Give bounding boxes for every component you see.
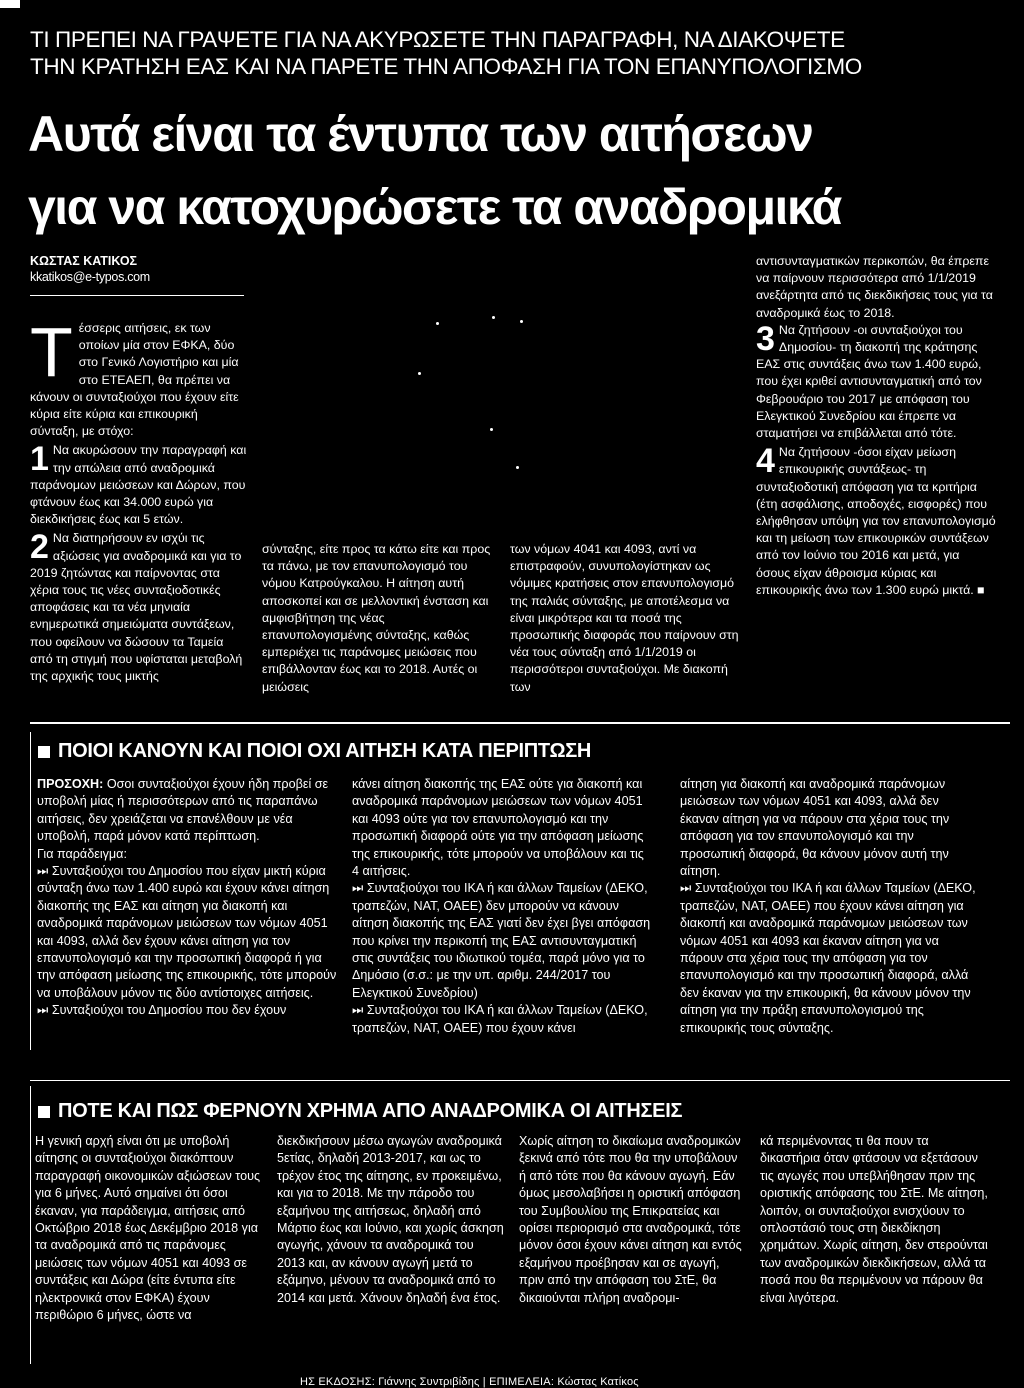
item-number-3: 3 [756,319,775,358]
box-heading-cases [38,740,591,762]
note-paragraph [37,776,337,846]
intro-paragraph [30,313,248,440]
photo-speck [490,428,493,431]
article-column-1 [30,313,248,685]
headline-line-1: Αυτά είναι τα έντυπα των αιτήσεων [28,106,813,162]
box1-column-1 [37,776,337,1020]
headline-line-2: για να κατοχυρώσετε τα αναδρομικά [28,179,841,235]
box2-column-2: διεκδικήσουν μέσω αγωγών αναδρομικά 5ετίας, δηλαδή 2013-2017, και ως το τρέχον έτος της αίτησης, εν προκειμένω, και για το 2018. Με την πάροδο του εξαμήνου της αιτήσεως, δηλαδή από Μάρτιο έως και Ιούνιο, και χωρίς άσκηση αγωγής, χάνουν τα αναδρομικά του 2013 και, αν κάνουν αγωγή μετά το εξάμηνο, μένουν τα αναδρομικά από το 2014 και μετά. Χάνουν δηλαδή ένα έτος. [277,1134,504,1305]
page-footer-credits: ΗΣ ΕΚΔΟΣΗΣ: Γιάννης Συντριβίδης | ΕΠΙΜΕΛΕΙΑ: Κώστας Κατίκος [300,1376,639,1388]
list-item-1 [30,442,248,528]
box-heading-text: ΠΟΙΟΙ ΚΑΝΟΥΝ ΚΑΙ ΠΟΙΟΙ ΟΧΙ ΑΙΤΗΣΗ ΚΑΤΑ ΠΕΡΙΠΤΩΣΗ [58,740,592,762]
item-text-4: Να ζητήσουν -όσοι είχαν μείωση επικουρικής συντάξεως- τη συνταξιοδοτική απόφαση για τα κριτήρια (έτη ασφάλισης, αποδοχές, εισφορές) που ελήφθησαν υπόψη για τον επανυπολογισμό και τη μείωση των επικουρικών συντάξεων από τον Ιούνιο του 2016 και μετά, για όσους είχαν άθροισμα κύριας και επικουρικής άνω των 1.300 ευρώ μικτά. ■ [756,445,996,597]
item-text-3: Να ζητήσουν -οι συνταξιούχοι του Δημοσίου- τη διακοπή της κράτησης ΕΑΣ στις συντάξεις άνω των 1.400 ευρώ, που έχει κριθεί αντισυνταγματική από τον Φεβρουάριο του 2017 με απόφαση του Ελεγκτικού Συνεδρίου και έπρεπε να σταματήσει να επιβάλλεται από τότε. [756,322,982,441]
square-bullet-icon [38,1106,50,1118]
item-number-4: 4 [756,442,775,481]
box-heading-money [38,1100,682,1122]
article-column-4 [756,253,996,599]
case-paragraph: ⏭ Συνταξιούχοι του Δημοσίου που είχαν μικτή κύρια σύνταξη άνω των 1.400 ευρώ και έχουν κάνει αίτηση διακοπής της ΕΑΣ και αίτηση για διακοπή και αναδρομικά παράνομων μειώσεων των νόμων 4051 και 4093, αλλά δεν έχουν κάνει αίτηση για τον επανυπολογισμό και την προσωπική διαφορά ή για την απόφαση μείωσης της επικουρικής, τότε μπορούν να υποβάλουν μόνον τις δύο αντίστοιχες αιτήσεις. [37,864,337,1000]
box2-column-4: κά περιμένοντας τι θα πουν τα δικαστήρια όταν φτάσουν να εξετάσουν τις αγωγές που υπεβλήθησαν πριν της οριστικής απόφασης του ΣτΕ. Με αίτηση, λοιπόν, οι συνταξιούχοι ενισχύουν το οπλοστάσιό τους στη διεκδίκηση χρημάτων. Χωρίς αίτηση, δεν στερούνται των αναδρομικών διεκδικήσεων, αλλά τα ποσά που θα περιμένουν να πάρουν θα είναι λιγότερα. [760,1134,988,1305]
case-paragraph: ⏭ Συνταξιούχοι του ΙΚΑ ή και άλλων Ταμείων (ΔΕΚΟ, τραπεζών, ΝΑΤ, ΟΑΕΕ) που έχουν κάνει [352,1003,648,1035]
list-item-4 [756,444,996,599]
case-paragraph: κάνει αίτηση διακοπής της ΕΑΣ ούτε για διακοπή και αναδρομικά παράνομων μειώσεων των νόμων 4051 και 4093 ούτε για τον επανυπολογισμό και την προσωπική διαφορά ούτε για την απόφαση μείωσης της επικουρικής, τότε μπορούν να υποβάλουν και τις 4 αιτήσεις. [352,777,644,879]
intro-text: έσσερις αιτήσεις, εκ των οποίων μία στον ΕΦΚΑ, δύο στο Γενικό Λογιστήριο και μία στο ΕΤΕΑΕΠ, θα πρέπει να κάνουν οι συνταξιούχοι που έχουν είτε κύρια είτε κύρια και επικουρική σύνταξη, με στόχο: [30,321,239,439]
article-kicker [30,26,1010,80]
item-text-1: Να ακυρώσουν την παραγραφή και την απώλεια από αναδρομικά παράνομων μειώσεων και Δώρων, που φτάνουν έως και 34.000 ευρώ για διεκδικήσεις έως και 5 ετών. [30,443,247,527]
kicker-line-1: ΤΙ ΠΡΕΠΕΙ ΝΑ ΓΡΑΨΕΤΕ ΓΙΑ ΝΑ ΑΚΥΡΩΣΕΤΕ ΤΗΝ ΠΑΡΑΓΡΑΦΗ, ΝΑ ΔΙΑΚΟΨΕΤΕ [30,27,845,52]
example-label: Για παράδειγμα: [37,846,127,861]
case-paragraph: ⏭ Συνταξιούχοι του ΙΚΑ ή και άλλων Ταμείων (ΔΕΚΟ, τραπεζών, ΝΑΤ, ΟΑΕΕ) που έχουν κάνει αίτηση για διακοπή και αναδρομικά παράνομων μειώσεων των νόμων 4051 και 4093 και έκαναν αίτηση για να πάρουν στα χέρια τους την απόφαση για τον επανυπολογισμό και την προσωπική διαφορά, αλλά δεν έκαναν για την επικουρική, θα κάνουν μόνον την αίτηση για την πράξη επανυπολογισμού της επικουρικής τους σύνταξης. [680,881,976,1035]
author-email: kkatikos@e-typos.com [30,270,150,284]
section-divider [30,722,1010,724]
note-lead: ΠΡΟΣΟΧΗ: [37,777,104,791]
list-item-3 [756,319,996,442]
note-text: Οσοι συνταξιούχοι έχουν ήδη προβεί σε υποβολή μίας ή περισσότερων από τις παραπάνω αιτήσεις, δεν χρειάζεται να επανέλθουν με νέα υποβολή, παρά μόνον κατά περίπτωση. [37,777,329,844]
article-column-2: σύνταξης, είτε προς τα κάτω είτε και προς τα πάνω, με τον επανυπολογισμό του νόμου Κατρούγκαλου. Η αίτηση αυτή αποσκοπεί και σε μελλοντική ένσταση και αμφισβήτηση της νέας επανυπολογισμένης σύνταξης, καθώς εμπεριέχει τις παράνομες μειώσεις που επιβάλλονταν έως και το 2018. Αυτές οι μειώσεις [262,542,491,694]
box2-column-1: Η γενική αρχή είναι ότι με υποβολή αίτησης οι συνταξιούχοι διακόπτουν παραγραφή οικονομικών αξιώσεων τους για 6 μήνες. Αυτό σημαίνει ότι όσοι έκαναν, για παράδειγμα, αιτήσεις από Οκτώβριο 2018 έως Δεκέμβριο 2018 για τα αναδρομικά από τις παράνομες μειώσεις των νόμων 4051 και 4093 σε συντάξεις και Δώρα (είτε έντυπα είτε ηλεκτρονικά στον ΕΦΚΑ) έχουν περιθώριο 6 μήνες, ώστε να [35,1134,261,1323]
section-divider [30,1080,1010,1081]
photo-speck [436,322,439,325]
item-text-2: Να διατηρήσουν εν ισχύι τις αξιώσεις για αναδρομικά και για το 2019 ζητώντας και παίρνοντας στα χέρια τους τις νέες συνταξιοδοτικές αποφάσεις και τα νέα μηνιαία ενημερωτικά σημειώματα συντάξεων, που οφείλουν να δώσουν τα Ταμεία από τη στιγμή που υφίσταται μεταβολή της αρχικής τους μικτής [30,531,243,684]
photo-speck [516,466,519,469]
square-bullet-icon [38,746,50,758]
box2-column-3: Χωρίς αίτηση το δικαίωμα αναδρομικών ξεκινά από τότε που θα την υποβάλουν ή από τότε που θα κάνουν αγωγή. Εάν όμως μεσολαβήσει η οριστική απόφαση του Συμβουλίου της Επικρατείας και ορίσει περιορισμό στα αναδρομικά, τότε μόνον όσοι έχουν κάνει αίτηση και εντός εξαμήνου προέβησαν και σε αγωγή, πριν από την απόφαση του ΣτΕ, θα δικαιούνται πλήρη αναδρομι- [519,1134,742,1305]
box1-column-3 [680,776,980,1037]
col4-lead: αντισυνταγματικών περικοπών, θα έπρεπε να παίρνουν περισσότερα από 1/1/2019 ανεξάρτητα από τις διεκδικήσεις τους για τα αναδρομικά έως το 2018. [756,254,993,320]
photo-speck [520,320,523,323]
box-heading-text: ΠΟΤΕ ΚΑΙ ΠΩΣ ΦΕΡΝΟΥΝ ΧΡΗΜΑ ΑΠΟ ΑΝΑΔΡΟΜΙΚΑ ΟΙ ΑΙΤΗΣΕΙΣ [58,1100,683,1122]
kicker-line-2: ΤΗΝ ΚΡΑΤΗΣΗ ΕΑΣ ΚΑΙ ΝΑ ΠΑΡΕΤΕ ΤΗΝ ΑΠΟΦΑΣΗ ΓΙΑ ΤΟΝ ΕΠΑΝΥΠΟΛΟΓΙΣΜΟ [30,54,862,79]
drop-cap: Τ [30,313,73,391]
box1-column-2 [352,776,652,1037]
item-number-2: 2 [30,528,49,567]
case-paragraph: ⏭ Συνταξιούχοι του ΙΚΑ ή και άλλων Ταμείων (ΔΕΚΟ, τραπεζών, ΝΑΤ, ΟΑΕΕ) δεν μπορούν να κάνουν αίτηση διακοπής της ΕΑΣ γιατί δεν έχει βγει απόφαση που κρίνει την περικοπή της ΕΑΣ αντισυνταγματική στις συντάξεις του ιδιωτικού τομέα, παρά μόνο για το Δημόσιο (σ.σ.: με την υπ. αριθμ. 244/2017 του Ελεγκτικού Συνεδρίου) [352,881,651,1000]
article-headline [28,98,1008,244]
case-paragraph: ⏭ Συνταξιούχοι του Δημοσίου που δεν έχουν [37,1003,287,1018]
list-item-2 [30,530,248,685]
author-name: ΚΩΣΤΑΣ ΚΑΤΙΚΟΣ [30,254,138,268]
photo-speck [418,372,421,375]
photo-speck [492,316,495,319]
item-number-1: 1 [30,440,49,479]
author-divider [30,295,244,296]
case-paragraph: αίτηση για διακοπή και αναδρομικά παράνομων μειώσεων των νόμων 4051 και 4093, αλλά δεν έκαναν αίτηση για να πάρουν στα χέρια τους την απόφαση για τον επανυπολογισμό και την προσωπική διαφορά, θα κάνουν μόνον αυτή την αίτηση. [680,777,950,879]
article-column-3: των νόμων 4041 και 4093, αντί να επιστραφούν, συνυπολογίστηκαν ως νόμιμες κρατήσεις στον επανυπολογισμό της παλιάς σύνταξης, με αποτέλεσμα να είναι μικρότερα και τα ποσά της προσωπικής διαφοράς που παίρνουν στη νέα τους σύνταξη από 1/1/2019 οι περισσότεροι συνταξιούχοι. Με διακοπή των [510,542,739,694]
page-corner-mark [0,0,20,8]
